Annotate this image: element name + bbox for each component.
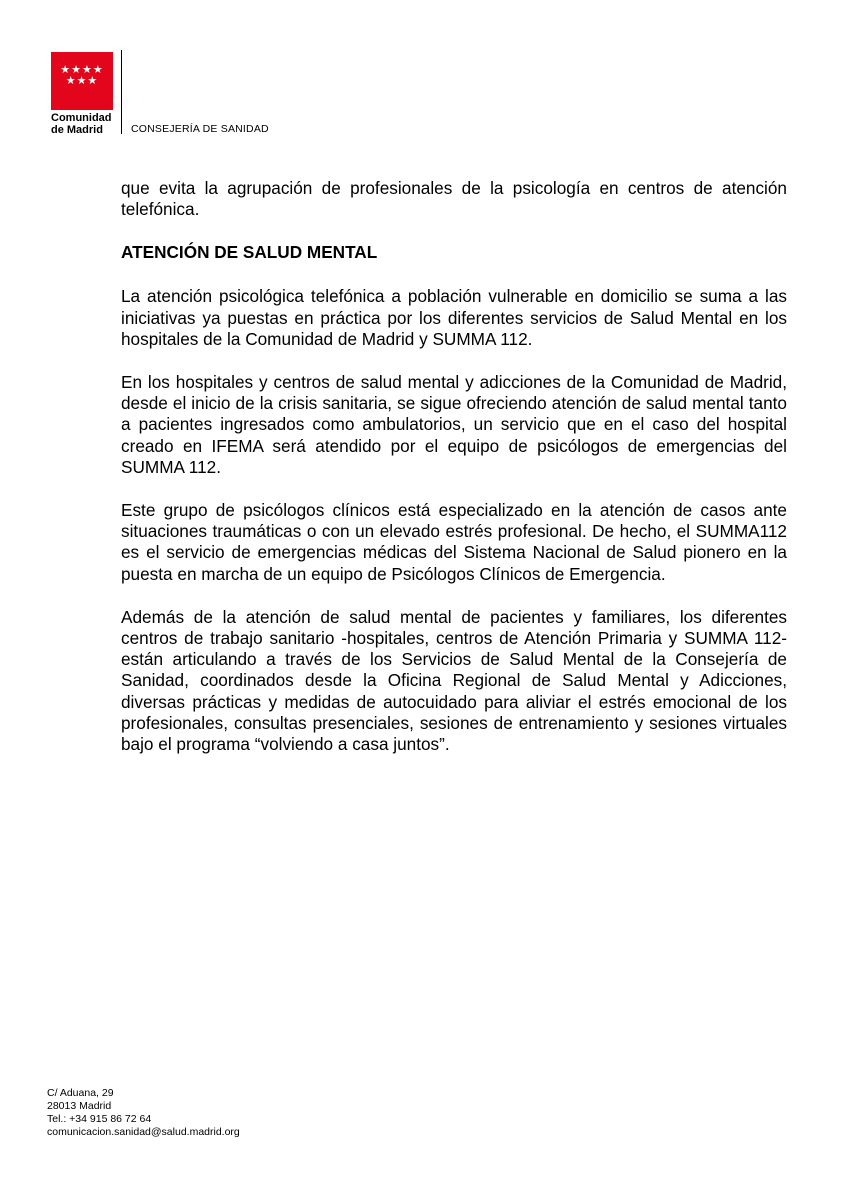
footer-city: 28013 Madrid — [47, 1100, 112, 1112]
logo-text — [51, 112, 112, 136]
paragraph: Este grupo de psicólogos clínicos está especializado en la atención de casos ante situaciones traumáticas o con un elevado estrés profesional. De hecho, el SUMMA112 es el servicio de emergencias médicas del Sistema Nacional de Salud pionero en la puesta en marcha de un equipo de Psicólogos Clínicos de Emergencia. — [121, 500, 787, 584]
paragraph: En los hospitales y centros de salud mental y adicciones de la Comunidad de Madrid, desde el inicio de la crisis sanitaria, se sigue ofreciendo atención de salud mental tanto a pacientes ingresados como ambulatorios, un servicio que en el caso del hospital creado en IFEMA será atendido por el equipo de psicólogos de emergencias del SUMMA 112. — [121, 372, 787, 477]
footer-contact — [47, 1087, 240, 1139]
intro-paragraph: que evita la agrupación de profesionales de la psicología en centros de atención telefónica. — [121, 178, 787, 220]
document-body — [121, 178, 787, 777]
logo-text-line1: Comunidad — [51, 112, 112, 124]
header-divider — [121, 50, 122, 134]
paragraph: La atención psicológica telefónica a población vulnerable en domicilio se suma a las iniciativas ya puestas en práctica por los diferentes servicios de Salud Mental en los hospitales de la Comunidad de Madrid y SUMMA 112. — [121, 286, 787, 349]
logo-stars-icon: ★★★★ ★★★ — [60, 63, 104, 87]
footer-email[interactable]: comunicacion.sanidad@salud.madrid.org — [47, 1126, 240, 1138]
section-heading: ATENCIÓN DE SALUD MENTAL — [121, 242, 378, 263]
footer-phone: Tel.: +34 915 86 72 64 — [47, 1113, 152, 1125]
department-label: CONSEJERÍA DE SANIDAD — [131, 123, 269, 135]
logo-text-line2: de Madrid — [51, 124, 103, 136]
footer-address: C/ Aduana, 29 — [47, 1087, 114, 1099]
paragraph: Además de la atención de salud mental de pacientes y familiares, los diferentes centros de trabajo sanitario -hospitales, centros de Atención Primaria y SUMMA 112- están articulando a través de los Servicios de Salud Mental de la Consejería de Sanidad, coordinados desde la Oficina Regional de Salud Mental y Adicciones, diversas prácticas y medidas de autocuidado para aliviar el estrés emocional de los profesionales, consultas presenciales, sesiones de entrenamiento y sesiones virtuales bajo el programa “volviendo a casa juntos”. — [121, 606, 787, 755]
comunidad-de-madrid-logo — [51, 52, 113, 110]
